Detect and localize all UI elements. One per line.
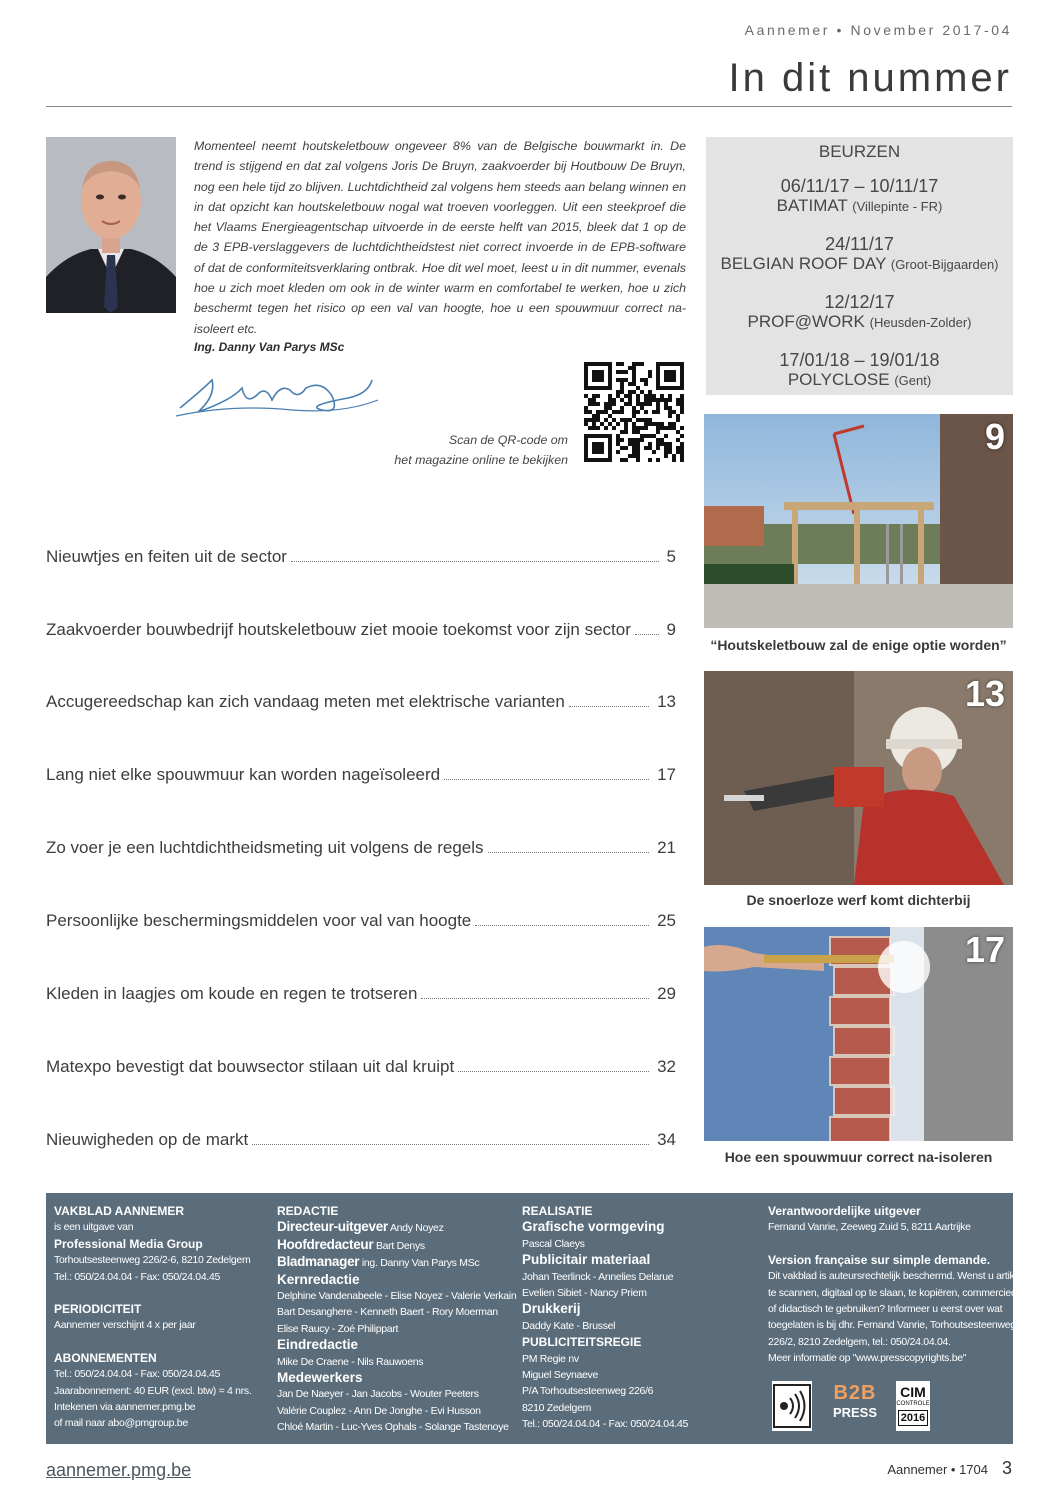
colophon-line: toegelaten is bij dhr. Fernand Vanrie, Torhoutsesteenweg bbox=[768, 1319, 1016, 1332]
colophon-line: Pascal Claeys bbox=[522, 1237, 585, 1250]
colophon-line: P/A Torhoutsesteenweg 226/6 bbox=[522, 1385, 654, 1398]
fair-item bbox=[706, 293, 1013, 332]
editorial-author: Ing. Danny Van Parys MSc bbox=[194, 340, 345, 354]
colophon-responsible bbox=[768, 1203, 1028, 1367]
photo-page-number: 17 bbox=[964, 929, 1005, 970]
toc-page: 34 bbox=[657, 1130, 676, 1149]
colophon-line: is een uitgave van bbox=[54, 1221, 134, 1234]
website-link[interactable]: aannemer.pmg.be bbox=[46, 1460, 192, 1480]
fair-name: POLYCLOSE bbox=[787, 370, 890, 389]
fair-place: (Villepinte - FR) bbox=[852, 199, 943, 214]
colophon-heading: VAKBLAD AANNEMER bbox=[54, 1204, 184, 1218]
toc-item[interactable] bbox=[46, 907, 676, 931]
toc-item[interactable] bbox=[46, 834, 676, 858]
toc-item[interactable] bbox=[46, 543, 676, 567]
qr-caption-line-1: Scan de QR-code om bbox=[448, 433, 568, 447]
colophon-line: of didactisch te gebruiken? Informeer u eerst over wat bbox=[768, 1303, 1003, 1316]
colophon-line: Elise Raucy - Zoé Philippart bbox=[277, 1322, 399, 1335]
toc-title: Nieuwigheden op de markt bbox=[46, 1130, 249, 1149]
colophon-role: Kernredactie bbox=[277, 1271, 360, 1287]
colophon-line: Evelien Sibiet - Nancy Priem bbox=[522, 1287, 647, 1300]
colophon-publisher bbox=[54, 1203, 269, 1432]
page-title: In dit nummer bbox=[728, 56, 1012, 100]
toc-page: 5 bbox=[666, 547, 676, 566]
qr-code[interactable] bbox=[584, 362, 684, 462]
toc-leader bbox=[291, 561, 659, 562]
colophon-line: ing. Danny Van Parys MSc bbox=[361, 1257, 480, 1270]
qr-caption bbox=[360, 430, 568, 470]
colophon-line: Aannemer verschijnt 4 x per jaar bbox=[54, 1319, 196, 1332]
fair-dates: 17/01/18 – 19/01/18 bbox=[779, 350, 940, 370]
colophon-line: Andy Noyez bbox=[389, 1222, 444, 1235]
colophon-heading: REALISATIE bbox=[522, 1204, 593, 1218]
colophon-role: Publicitair materiaal bbox=[522, 1252, 651, 1268]
toc-title: Nieuwtjes en feiten uit de sector bbox=[46, 547, 287, 566]
editor-portrait-photo bbox=[46, 137, 176, 313]
colophon-line: PM Regie nv bbox=[522, 1352, 579, 1365]
colophon-role: Bladmanager bbox=[277, 1254, 360, 1270]
colophon-line: 226/2, 8210 Zedelgem, tel.: 050/24.04.04. bbox=[768, 1335, 951, 1348]
fair-dates: 06/11/17 – 10/11/17 bbox=[780, 176, 939, 196]
colophon-line: of mail naar abo@pmgroup.be bbox=[54, 1417, 188, 1430]
colophon-line: Tel.: 050/24.04.04 - Fax: 050/24.04.45 bbox=[54, 1270, 221, 1283]
colophon-line: Mike De Craene - Nils Rauwoens bbox=[277, 1355, 424, 1368]
toc-title: Matexpo bevestigt dat bouwsector stilaan uit dal kruipt bbox=[46, 1057, 455, 1076]
colophon-line: Delphine Vandenabeele - Elise Noyez - Valerie Verkain bbox=[277, 1290, 517, 1303]
header-divider bbox=[46, 106, 1012, 107]
toc-item[interactable] bbox=[46, 688, 676, 712]
toc-leader bbox=[475, 925, 649, 926]
b2b-press-logo: B2B PRESS bbox=[832, 1382, 878, 1420]
colophon-heading: Version française sur simple demande. bbox=[768, 1252, 991, 1267]
colophon-line: Chloé Martin - Luc-Yves Ophals - Solange Tastenoye bbox=[277, 1421, 509, 1434]
colophon-heading: PUBLICITEITSREGIE bbox=[522, 1335, 642, 1350]
toc-leader bbox=[252, 1144, 649, 1145]
fair-dates: 24/11/17 bbox=[825, 234, 894, 254]
colophon-line: te scannen, digitaal op te slaan, te kopiëren, commercieel bbox=[768, 1286, 1019, 1299]
photo-caption: Hoe een spouwmuur correct na-isoleren bbox=[724, 1149, 993, 1165]
toc-leader bbox=[458, 1071, 649, 1072]
issue-label: Aannemer • 1704 bbox=[887, 1462, 988, 1477]
fair-dates: 12/12/17 bbox=[824, 292, 895, 312]
colophon-line: Valérie Couplez - Ann De Jonghe - Evi Husson bbox=[277, 1404, 481, 1417]
colophon-heading: PERIODICITEIT bbox=[54, 1302, 142, 1317]
colophon-heading: Professional Media Group bbox=[54, 1236, 203, 1251]
colophon-line: Miguel Seynaeve bbox=[522, 1369, 599, 1382]
colophon-line: Torhoutsesteenweg 226/2-6, 8210 Zedelgem bbox=[54, 1254, 251, 1267]
fairs-title: BEURZEN bbox=[818, 142, 901, 161]
colophon-role: Grafische vormgeving bbox=[522, 1219, 665, 1235]
colophon-line: Daddy Kate - Brussel bbox=[522, 1319, 616, 1332]
fair-item bbox=[706, 235, 1013, 274]
toc-title: Kleden in laagjes om koude en regen te trotseren bbox=[46, 984, 418, 1003]
article-photo-cavity-insulation[interactable] bbox=[704, 927, 1013, 1141]
toc-title: Lang niet elke spouwmuur kan worden nageïsoleerd bbox=[46, 765, 441, 784]
colophon-line: Jan De Naeyer - Jan Jacobs - Wouter Peeters bbox=[277, 1388, 479, 1401]
colophon-line: Tel.: 050/24.04.04 - Fax: 050/24.04.45 bbox=[522, 1418, 689, 1431]
photo-caption: “Houtskeletbouw zal de enige optie worden” bbox=[710, 637, 1007, 653]
colophon-line: Bart Desanghere - Kenneth Baert - Rory Moerman bbox=[277, 1306, 498, 1319]
toc-title: Zo voer je een luchtdichtheidsmeting uit volgens de regels bbox=[46, 838, 484, 857]
colophon-line: Johan Teerlinck - Annelies Delarue bbox=[522, 1270, 674, 1283]
toc-page: 9 bbox=[666, 620, 676, 639]
toc-item[interactable] bbox=[46, 616, 676, 640]
colophon-role: Directeur-uitgever bbox=[277, 1219, 388, 1235]
press-copyright-logo bbox=[772, 1381, 812, 1431]
colophon-line: Fernand Vanrie, Zeeweg Zuid 5, 8211 Aartrijke bbox=[768, 1221, 971, 1234]
toc-item[interactable] bbox=[46, 1126, 676, 1150]
colophon-role: Medewerkers bbox=[277, 1370, 363, 1386]
fair-item bbox=[706, 177, 1013, 216]
fair-item bbox=[706, 351, 1013, 390]
fair-name: PROF@WORK bbox=[747, 312, 865, 331]
qr-caption-line-2: het magazine online te bekijken bbox=[394, 453, 568, 467]
fair-name: BATIMAT bbox=[776, 196, 848, 215]
colophon-line: Jaarabonnement: 40 EUR (excl. btw) = 4 nrs. bbox=[54, 1384, 252, 1397]
toc-title: Accugereedschap kan zich vandaag meten met elektrische varianten bbox=[46, 692, 565, 711]
colophon-role: Eindredactie bbox=[277, 1337, 359, 1353]
fair-place: (Heusden-Zolder) bbox=[869, 315, 972, 330]
photo-page-number: 13 bbox=[964, 673, 1005, 714]
page-number: 3 bbox=[1001, 1458, 1012, 1478]
colophon-line: Bart Denys bbox=[375, 1239, 425, 1252]
colophon-line: 8210 Zedelgem bbox=[522, 1401, 592, 1414]
toc-page: 32 bbox=[657, 1057, 676, 1076]
toc-leader bbox=[421, 998, 649, 999]
toc-page: 25 bbox=[657, 911, 676, 930]
cim-logo: CIM CONTROLE 2016 bbox=[896, 1381, 930, 1431]
handwritten-signature bbox=[172, 360, 382, 430]
article-photo-timber-frame[interactable] bbox=[704, 414, 1013, 628]
colophon bbox=[46, 1193, 1028, 1444]
toc-leader bbox=[488, 852, 650, 853]
colophon-editorial bbox=[277, 1203, 517, 1436]
colophon-heading: REDACTIE bbox=[277, 1204, 339, 1218]
editorial-text: Momenteel neemt houtskeletbouw ongeveer 8% van de Belgische bouwmarkt in. De trend is stijgend en dat zal volgens Joris De Bruyn, zaakvoerder bij Houtbouw De Bruyn, nog een hele tijd zo blijven. Luchtdichtheid zal volgens hem steeds aan belang winnen en in dat opzicht kan houtskeletbouw nogal wat troeven voorleggen. Uit een steekproef die het Vlaams Energieagentschap uitvoerde in de eerste helft van 2015, bleek dat 1 op de de 3 EPB-verslaggevers de luchtdichtheidstest niet correct invoerde in de EPB-software of dat de conformiteitsverklaring ontbrak. Hoe dit wel moet, leest u in dit nummer, evenals hoe u zich moet kleden om ook in de winter warm en comfortabel te werken, hoe u zich beschermt tegen het risico op een val van hoogte, hoe u een spouwmuur correct na-isoleert etc. bbox=[194, 139, 686, 336]
colophon-line: Intekenen via aannemer.pmg.be bbox=[54, 1401, 196, 1414]
article-photo-cordless-tool[interactable] bbox=[704, 671, 1013, 885]
fair-place: (Groot-Bijgaarden) bbox=[890, 257, 999, 272]
colophon-role: Hoofdredacteur bbox=[277, 1236, 374, 1252]
photo-caption: De snoerloze werf komt dichterbij bbox=[746, 892, 971, 908]
colophon-role: Drukkerij bbox=[522, 1301, 581, 1317]
colophon-line: Tel.: 050/24.04.04 - Fax: 050/24.04.45 bbox=[54, 1368, 221, 1381]
colophon-heading: ABONNEMENTEN bbox=[54, 1350, 157, 1365]
toc-leader bbox=[635, 634, 659, 635]
toc-item[interactable] bbox=[46, 1053, 676, 1077]
fair-place: (Gent) bbox=[894, 373, 932, 388]
toc-page: 29 bbox=[657, 984, 676, 1003]
colophon-production bbox=[522, 1203, 762, 1433]
running-header: Aannemer • November 2017-04 bbox=[744, 22, 1012, 38]
colophon-line: Dit vakblad is auteursrechtelijk beschermd. Wenst u artikels bbox=[768, 1270, 1028, 1283]
toc-leader bbox=[569, 706, 649, 707]
toc-leader bbox=[444, 779, 649, 780]
toc-page: 13 bbox=[657, 692, 676, 711]
colophon-line: Meer informatie op "www.presscopyrights.be" bbox=[768, 1352, 967, 1365]
toc-page: 21 bbox=[657, 838, 676, 857]
fair-name: BELGIAN ROOF DAY bbox=[720, 254, 887, 273]
toc-title: Zaakvoerder bouwbedrijf houtskeletbouw ziet mooie toekomst voor zijn sector bbox=[46, 620, 631, 639]
toc-item[interactable] bbox=[46, 980, 676, 1004]
certification-logos bbox=[772, 1381, 1012, 1435]
toc-item[interactable] bbox=[46, 761, 676, 785]
colophon-heading: Verantwoordelijke uitgever bbox=[768, 1204, 921, 1218]
fairs-box bbox=[706, 137, 1013, 395]
toc-title: Persoonlijke beschermingsmiddelen voor val van hoogte bbox=[46, 911, 472, 930]
photo-page-number: 9 bbox=[984, 416, 1005, 457]
toc-page: 17 bbox=[657, 765, 676, 784]
